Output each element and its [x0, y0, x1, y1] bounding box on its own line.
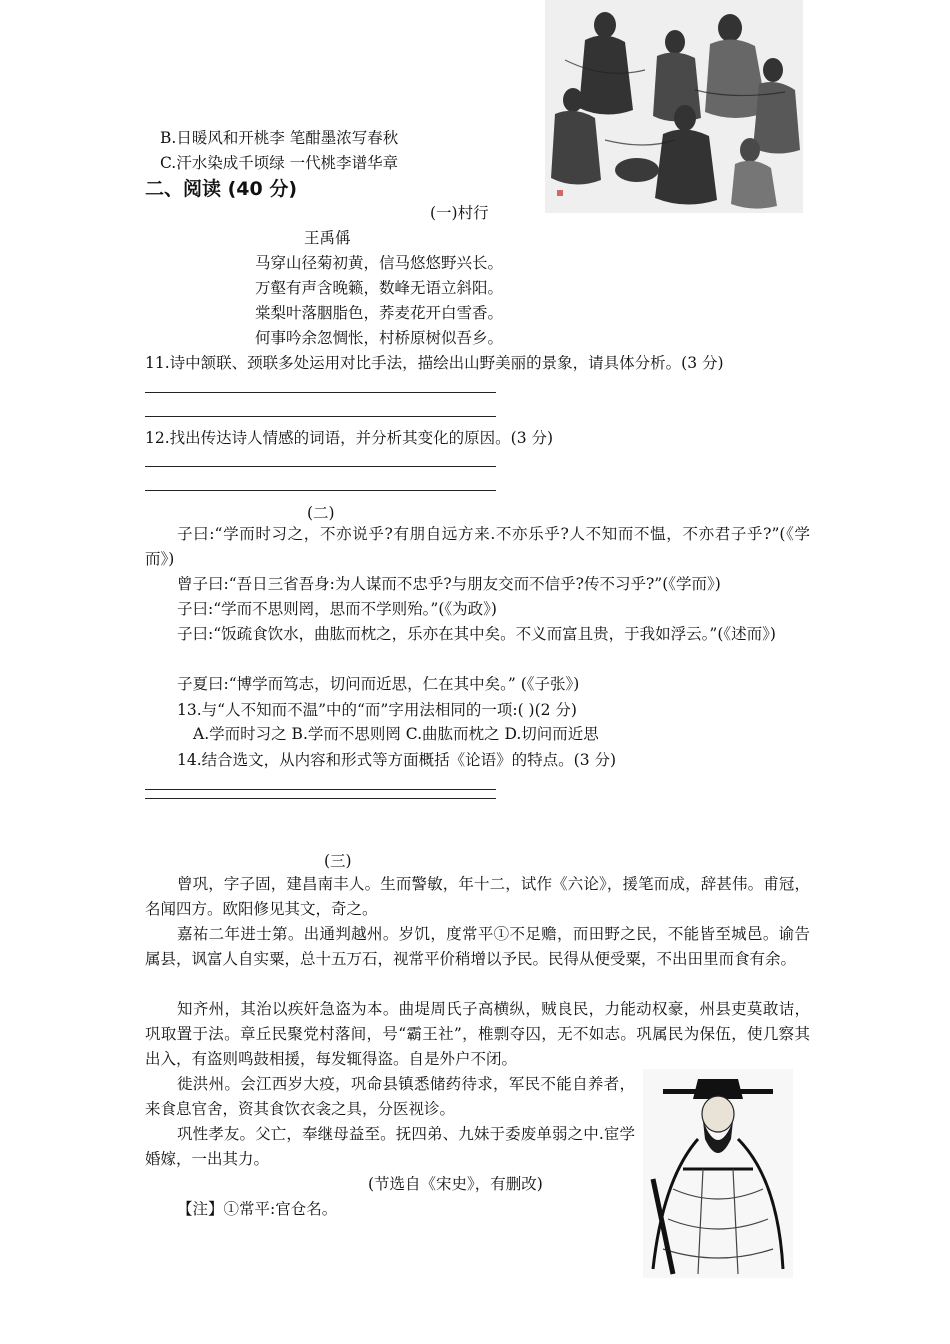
analects-para-5: 子夏曰:“博学而笃志，切问而近思，仁在其中矣。” (《子张》)	[177, 675, 580, 693]
songshi-para-3: 知齐州，其治以疾奸急盗为本。曲堤周氏子高横纵，贼良民，力能动权豪，州县吏莫敢诘，巩取置于法。章丘民聚党村落间，号“霸王社”，椎剽夺囚，无不如志。巩属民为保伍，使几察其出入，有盗则鸣鼓相援，每发辄得盗。自是外户不闭。	[145, 1000, 810, 1068]
question-12: 12.找出传达诗人情感的词语，并分析其变化的原因。(3 分)	[145, 429, 554, 447]
question-11: 11.诗中颔联、颈联多处运用对比手法，描绘出山野美丽的景象，请具体分析。(3 分)	[145, 354, 724, 372]
official-ink-figure	[643, 1069, 793, 1278]
answer-line-11b[interactable]	[145, 416, 496, 417]
scholars-painting	[545, 0, 803, 213]
analects-para-1: 子曰:“学而时习之，不亦说乎?有朋自远方来.不亦乐乎?人不知而不愠，不亦君子乎?”(《学而》)	[145, 525, 810, 568]
question-13-options: A.学而时习之 B.学而不思则罔 C.曲肱而枕之 D.切问而近思	[193, 725, 599, 743]
scholars-ink-figures	[545, 0, 803, 213]
poem-subtitle: (一)村行	[430, 204, 489, 222]
poem-line-1: 马穿山径菊初黄，信马悠悠野兴长。	[255, 254, 504, 272]
analects-para-3: 子曰:“学而不思则罔，思而不学则殆。”(《为政》)	[177, 600, 497, 618]
answer-line-14b[interactable]	[145, 798, 496, 799]
songshi-note: 【注】①常平:官仓名。	[177, 1200, 338, 1218]
answer-line-11a[interactable]	[145, 392, 496, 393]
songshi-para-1: 曾巩，字子固，建昌南丰人。生而警敏，年十二，试作《六论》，援笔而成，辞甚伟。甫冠，名闻四方。欧阳修见其文，奇之。	[145, 875, 810, 918]
poem-line-4: 何事吟余忽惆怅，村桥原树似吾乡。	[255, 329, 504, 347]
zeng-gong-portrait	[643, 1069, 793, 1278]
question-14: 14.结合选文，从内容和形式等方面概括《论语》的特点。(3 分)	[177, 751, 617, 769]
answer-line-12a[interactable]	[145, 466, 496, 467]
answer-line-12b[interactable]	[145, 490, 496, 491]
question-13: 13.与“人不知而不温”中的“而”字用法相同的一项:( )(2 分)	[177, 701, 577, 719]
songshi-para-2: 嘉祐二年进士第。出通判越州。岁饥，度常平①不足赡，而田野之民，不能皆至城邑。谕告属县，讽富人自实粟，总十五万石，视常平价稍增以予民。民得从便受粟，不出田里而食有余。	[145, 925, 810, 968]
option-c: C.汗水染成千顷绿 一代桃李谱华章	[160, 154, 399, 172]
songshi-para-5: 巩性孝友。父亡，奉继母益至。抚四弟、九妹于委废单弱之中.宦学婚嫁，一出其力。	[145, 1125, 635, 1168]
poem-line-3: 棠梨叶落胭脂色，荞麦花开白雪香。	[255, 304, 504, 322]
option-b: B.日暖风和开桃李 笔酣墨浓写春秋	[160, 129, 399, 147]
songshi-para-4: 徙洪州。会江西岁大疫，巩命县镇悉储药待求，军民不能自养者，来食息官舍，资其食饮衣衾之具，分医视诊。	[145, 1075, 635, 1118]
poem-author: 王禹偁	[304, 229, 351, 247]
answer-line-14a[interactable]	[145, 789, 496, 790]
section-two-title: 二、阅读 (40 分)	[145, 178, 298, 200]
analects-para-4: 子曰:“饭疏食饮水，曲肱而枕之，乐亦在其中矣。不义而富且贵，于我如浮云。”(《述而》)	[177, 625, 776, 643]
songshi-source: (节选自《宋史》，有删改)	[368, 1175, 543, 1193]
analects-subtitle: (二)	[307, 504, 335, 522]
songshi-subtitle: (三)	[324, 852, 352, 870]
analects-para-2: 曾子曰:“吾日三省吾身:为人谋而不忠乎?与朋友交而不信乎?传不习乎?”(《学而》)	[177, 575, 721, 593]
poem-line-2: 万壑有声含晚籁，数峰无语立斜阳。	[255, 279, 504, 297]
